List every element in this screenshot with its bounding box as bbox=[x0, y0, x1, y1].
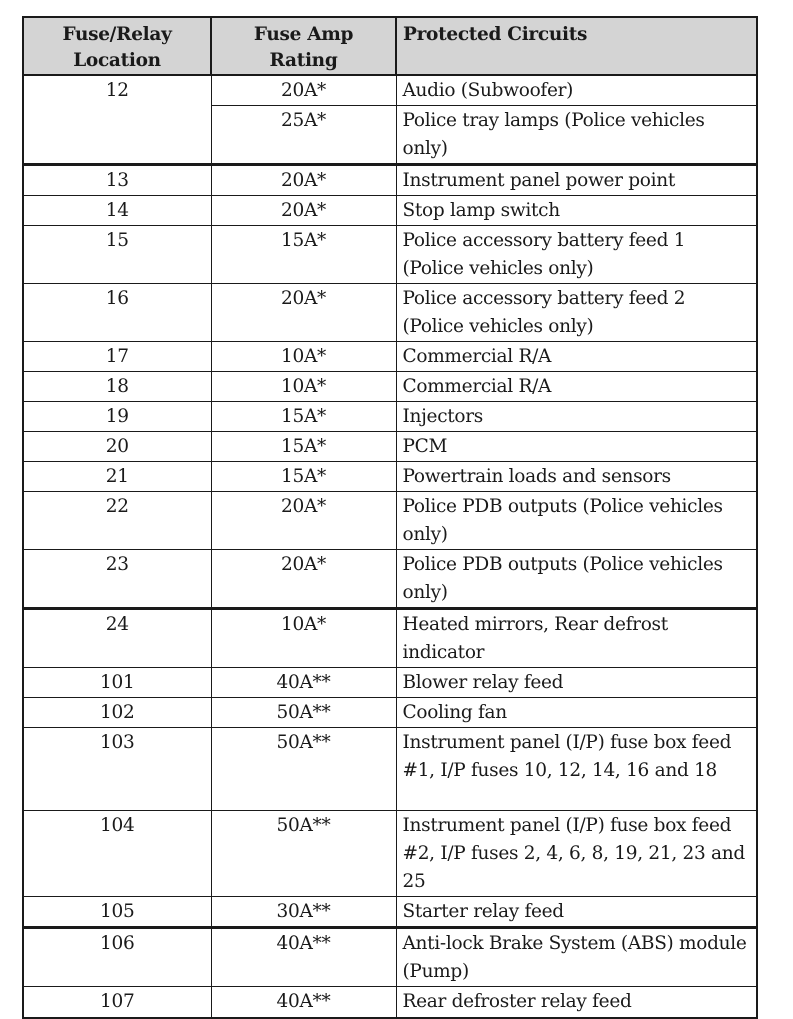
cell-rating: 20A* bbox=[211, 550, 396, 609]
cell-location: 17 bbox=[23, 342, 211, 372]
cell-location: 102 bbox=[23, 698, 211, 728]
cell-rating: 15A* bbox=[211, 462, 396, 492]
cell-rating: 50A** bbox=[211, 698, 396, 728]
cell-rating: 15A* bbox=[211, 432, 396, 462]
cell-rating: 20A* bbox=[211, 165, 396, 196]
cell-rating: 40A** bbox=[211, 987, 396, 1018]
cell-circuits: Audio (Subwoofer) bbox=[396, 75, 757, 106]
cell-location: 19 bbox=[23, 402, 211, 432]
table-row bbox=[23, 196, 757, 226]
cell-location: 101 bbox=[23, 668, 211, 698]
table-row bbox=[23, 226, 757, 284]
cell-circuits: Stop lamp switch bbox=[396, 196, 757, 226]
cell-location: 21 bbox=[23, 462, 211, 492]
table-row bbox=[23, 372, 757, 402]
cell-rating: 25A* bbox=[211, 106, 396, 165]
cell-circuits: PCM bbox=[396, 432, 757, 462]
cell-location: 20 bbox=[23, 432, 211, 462]
cell-location: 103 bbox=[23, 728, 211, 811]
cell-location: 15 bbox=[23, 226, 211, 284]
cell-rating: 50A** bbox=[211, 811, 396, 897]
table-row bbox=[23, 668, 757, 698]
header-rating-line2: Rating bbox=[269, 50, 338, 71]
cell-circuits: Police accessory battery feed 2 (Police vehicles only) bbox=[396, 284, 757, 342]
cell-circuits: Starter relay feed bbox=[396, 897, 757, 928]
table-row bbox=[23, 284, 757, 342]
cell-location: 107 bbox=[23, 987, 211, 1018]
cell-rating: 10A* bbox=[211, 342, 396, 372]
table-row bbox=[23, 432, 757, 462]
cell-location: 106 bbox=[23, 928, 211, 987]
cell-location: 24 bbox=[23, 609, 211, 668]
cell-rating: 10A* bbox=[211, 609, 396, 668]
header-location-line2: Location bbox=[73, 50, 161, 71]
cell-circuits: Commercial R/A bbox=[396, 372, 757, 402]
table-row bbox=[23, 698, 757, 728]
cell-location: 13 bbox=[23, 165, 211, 196]
table-row bbox=[23, 165, 757, 196]
cell-circuits: Heated mirrors, Rear defrost indicator bbox=[396, 609, 757, 668]
header-location bbox=[23, 17, 211, 75]
header-circuits: Protected Circuits bbox=[396, 17, 757, 75]
cell-rating: 20A* bbox=[211, 196, 396, 226]
cell-location: 105 bbox=[23, 897, 211, 928]
table-row bbox=[23, 342, 757, 372]
header-rating-line1: Fuse Amp bbox=[253, 24, 354, 45]
cell-circuits: Cooling fan bbox=[396, 698, 757, 728]
cell-rating: 50A** bbox=[211, 728, 396, 811]
cell-location: 22 bbox=[23, 492, 211, 550]
table-row bbox=[23, 728, 757, 811]
cell-circuits: Police tray lamps (Police vehicles only) bbox=[396, 106, 757, 165]
table-row bbox=[23, 550, 757, 609]
cell-location: 104 bbox=[23, 811, 211, 897]
cell-circuits: Rear defroster relay feed bbox=[396, 987, 757, 1018]
cell-location: 14 bbox=[23, 196, 211, 226]
table-row bbox=[23, 402, 757, 432]
cell-rating: 20A* bbox=[211, 492, 396, 550]
fuse-table bbox=[22, 16, 758, 1019]
table-row bbox=[23, 75, 757, 106]
table-row bbox=[23, 987, 757, 1018]
cell-circuits: Injectors bbox=[396, 402, 757, 432]
header-location-line1: Fuse/Relay bbox=[62, 24, 172, 45]
cell-location: 23 bbox=[23, 550, 211, 609]
table-row bbox=[23, 928, 757, 987]
cell-circuits: Commercial R/A bbox=[396, 342, 757, 372]
cell-circuits: Instrument panel (I/P) fuse box feed #1, I/P fuses 10, 12, 14, 16 and 18 bbox=[396, 728, 757, 811]
cell-circuits: Police PDB outputs (Police vehicles only) bbox=[396, 550, 757, 609]
table-row bbox=[23, 811, 757, 897]
cell-rating: 10A* bbox=[211, 372, 396, 402]
header-rating bbox=[211, 17, 396, 75]
cell-circuits: Police accessory battery feed 1 (Police vehicles only) bbox=[396, 226, 757, 284]
table-row bbox=[23, 492, 757, 550]
cell-circuits: Blower relay feed bbox=[396, 668, 757, 698]
header-row bbox=[23, 17, 757, 75]
cell-rating: 40A** bbox=[211, 928, 396, 987]
cell-rating: 20A* bbox=[211, 284, 396, 342]
cell-rating: 15A* bbox=[211, 226, 396, 284]
table-row bbox=[23, 609, 757, 668]
cell-location: 16 bbox=[23, 284, 211, 342]
cell-location: 12 bbox=[23, 75, 211, 165]
cell-circuits: Instrument panel (I/P) fuse box feed #2, I/P fuses 2, 4, 6, 8, 19, 21, 23 and 25 bbox=[396, 811, 757, 897]
cell-rating: 15A* bbox=[211, 402, 396, 432]
cell-circuits: Instrument panel power point bbox=[396, 165, 757, 196]
cell-circuits: Police PDB outputs (Police vehicles only) bbox=[396, 492, 757, 550]
cell-location: 18 bbox=[23, 372, 211, 402]
table-row bbox=[23, 897, 757, 928]
cell-circuits: Powertrain loads and sensors bbox=[396, 462, 757, 492]
cell-rating: 20A* bbox=[211, 75, 396, 106]
cell-rating: 30A** bbox=[211, 897, 396, 928]
cell-circuits: Anti-lock Brake System (ABS) module (Pump) bbox=[396, 928, 757, 987]
cell-rating: 40A** bbox=[211, 668, 396, 698]
table-row bbox=[23, 462, 757, 492]
